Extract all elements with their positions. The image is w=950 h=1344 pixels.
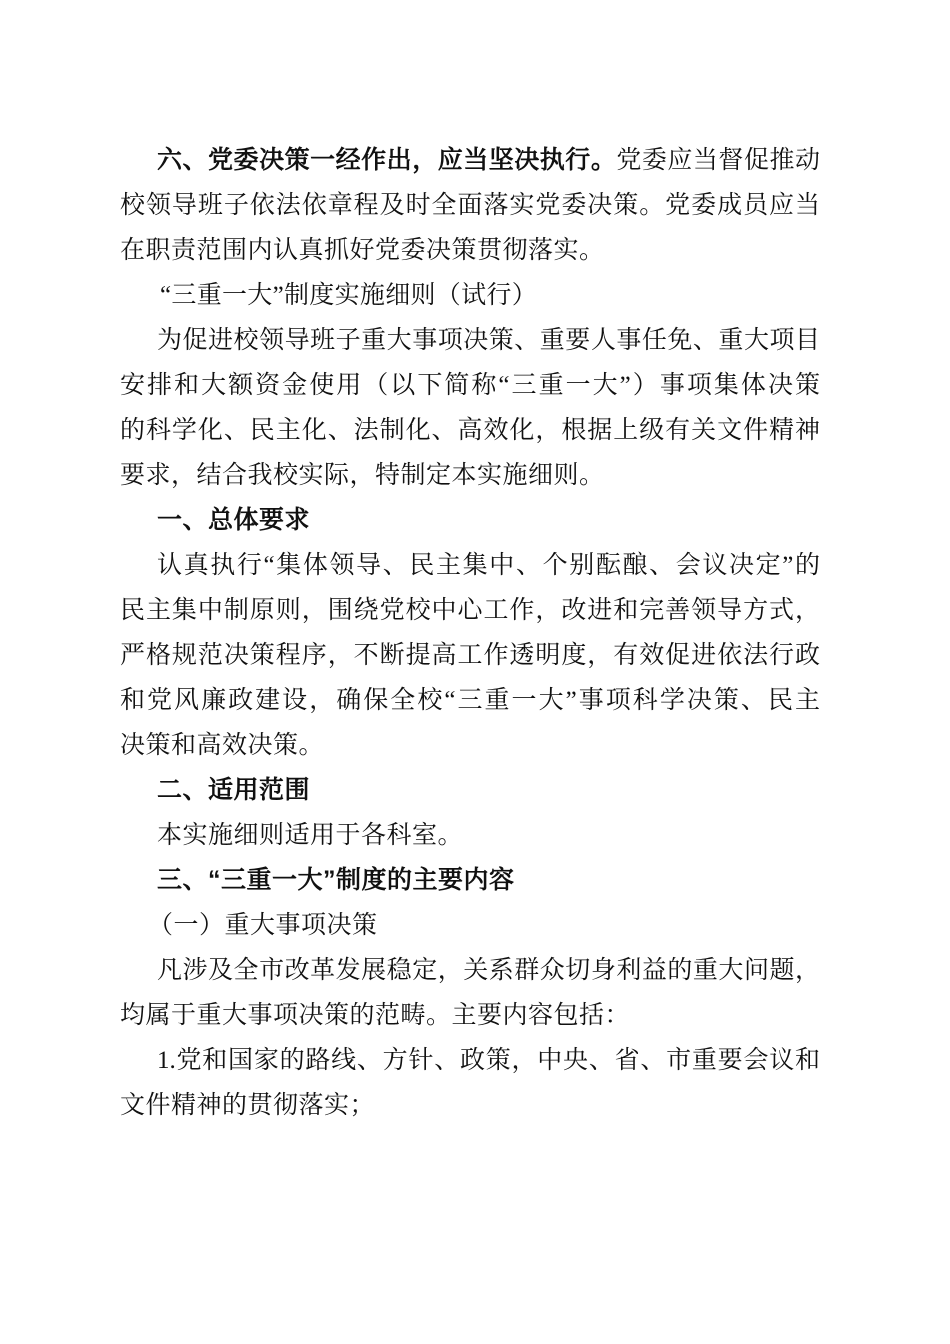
subsection-1-line-2: 均属于重大事项决策的范畴。主要内容包括： (120, 1002, 631, 1029)
preamble-line-4: 要求，结合我校实际，特制定本实施细则。 (120, 462, 605, 489)
part-1-line-5: 决策和高效决策。 (120, 732, 325, 759)
item-1-line-1: 1.党和国家的路线、方针、政策，中央、省、市重要会议和 (157, 1047, 820, 1074)
part-1-line-2: 民主集中制原则，围绕党校中心工作，改进和完善领导方式， (120, 597, 820, 624)
part-1-line-4: 和党风廉政建设，确保全校“三重一大”事项科学决策、民主 (120, 687, 820, 714)
subsection-1-heading: （一）重大事项决策 (148, 912, 378, 939)
section-6-line-2: 校领导班子依法依章程及时全面落实党委决策。党委成员应当 (120, 192, 820, 219)
section-6-text: 党委应当督促推动 (616, 147, 820, 174)
rules-title: “三重一大”制度实施细则（试行） (160, 282, 537, 309)
preamble-line-3: 的科学化、民主化、法制化、高效化，根据上级有关文件精神 (120, 417, 820, 444)
section-6-line-3: 在职责范围内认真抓好党委决策贯彻落实。 (120, 237, 605, 264)
item-1-line-2: 文件精神的贯彻落实； (120, 1092, 376, 1119)
section-6-heading: 六、党委决策一经作出，应当坚决执行。 (157, 146, 617, 174)
part-2-line-1: 本实施细则适用于各科室。 (157, 822, 464, 849)
part-1-line-1: 认真执行“集体领导、民主集中、个别酝酿、会议决定”的 (157, 552, 820, 579)
section-6-line-1 (157, 138, 820, 183)
part-3-heading: 三、“三重一大”制度的主要内容 (157, 866, 515, 894)
part-1-heading: 一、总体要求 (157, 506, 311, 534)
subsection-1-line-1: 凡涉及全市改革发展稳定，关系群众切身利益的重大问题， (157, 957, 820, 984)
part-1-line-3: 严格规范决策程序，不断提高工作透明度，有效促进依法行政 (120, 642, 820, 669)
preamble-line-1: 为促进校领导班子重大事项决策、重要人事任免、重大项目 (157, 327, 820, 354)
preamble-line-2: 安排和大额资金使用（以下简称“三重一大”）事项集体决策 (120, 372, 820, 399)
part-2-heading: 二、适用范围 (157, 776, 311, 804)
